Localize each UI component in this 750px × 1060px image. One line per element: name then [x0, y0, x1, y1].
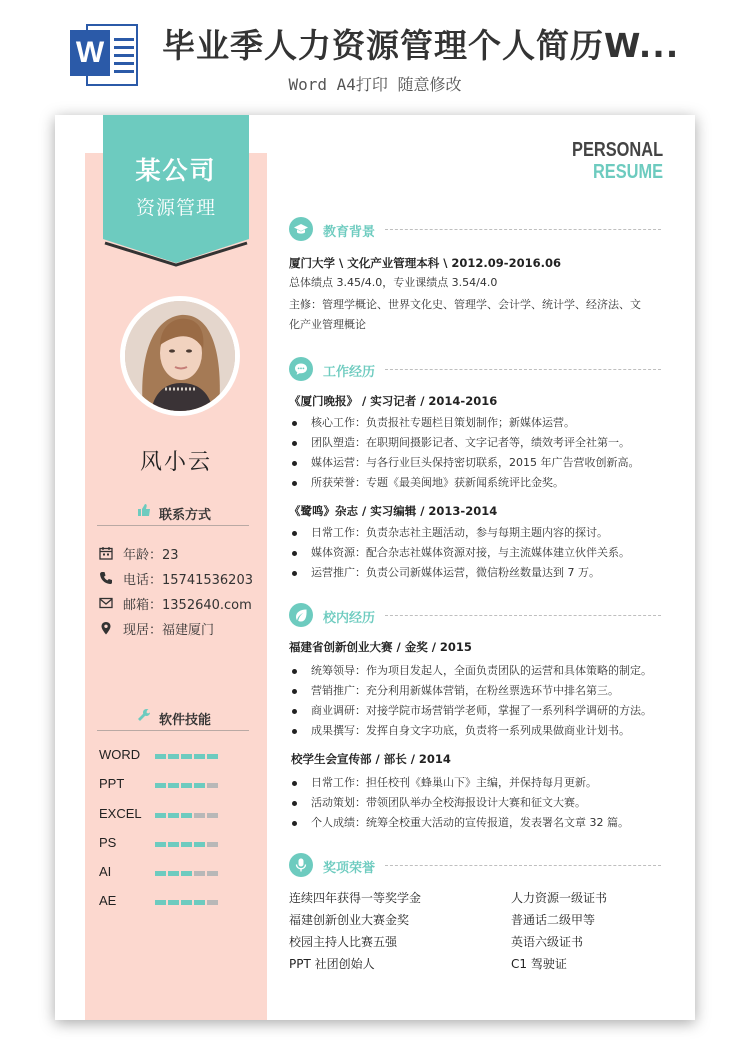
skill-level-segment: [207, 754, 218, 759]
skill-level-segment: [168, 754, 179, 759]
graduation-cap-icon: [294, 222, 308, 236]
award-item: PPT 社团创始人: [289, 957, 375, 971]
campus-section-header: [289, 601, 661, 631]
list-item: 媒体资源：配合杂志社媒体资源对接，与主流媒体建立伙伴关系。: [289, 543, 661, 563]
skill-row: [99, 774, 259, 803]
campus-points: [289, 773, 661, 833]
skill-level-bar: [155, 900, 218, 905]
award-item: 人力资源一级证书: [511, 891, 608, 905]
campus-heading: 校内经历: [323, 611, 376, 626]
person-name: 风小云: [139, 450, 212, 475]
mail-icon: [99, 596, 113, 610]
skill-level-bar: [155, 871, 218, 876]
main-content: [289, 215, 661, 975]
contact-location: 现居：福建厦门: [99, 618, 259, 643]
phone-icon: [99, 571, 113, 585]
list-item: 所获荣誉：专题《最美闽地》获新闻系统评比金奖。: [289, 473, 661, 493]
skill-level-segment: [155, 900, 166, 905]
skill-level-segment: [155, 813, 166, 818]
education-section-header: [289, 215, 661, 245]
list-item: 商业调研：对接学院市场营销学老师，掌握了一系列科学调研的方法。: [289, 701, 661, 721]
microphone-icon: [294, 858, 308, 872]
skill-name: WORD: [99, 747, 141, 762]
skill-level-segment: [155, 871, 166, 876]
wrench-icon: [137, 708, 151, 722]
chat-bubble-icon: [294, 362, 308, 376]
skill-level-segment: [194, 871, 205, 876]
award-item: 英语六级证书: [511, 935, 584, 949]
thumbs-up-icon: [137, 503, 151, 517]
skill-level-segment: [194, 754, 205, 759]
skill-name: PS: [99, 834, 117, 850]
skill-level-segment: [207, 900, 218, 905]
skill-level-segment: [181, 754, 192, 759]
contact-phone: 电话：15741536203: [99, 568, 259, 593]
job-points: [289, 523, 661, 583]
list-item: 运营推广：负责公司新媒体运营，微信粉丝数量达到 7 万。: [289, 563, 661, 583]
education-courses-line-2: 化产业管理概论: [289, 318, 366, 331]
education-courses-line-1: 主修：管理学概论、世界文化史、管理学、会计学、统计学、经济法、文: [289, 298, 641, 311]
document-subtitle: Word A4打印 随意修改: [288, 75, 462, 94]
list-item: 统筹领导：作为项目发起人，全面负责团队的运营和具体策略的制定。: [289, 661, 661, 681]
skill-name: PPT: [99, 776, 125, 792]
document-title: 毕业季人力资源管理个人简历W...: [162, 26, 680, 65]
awards-list: [289, 887, 661, 975]
skill-level-bar: [155, 842, 218, 847]
skill-name: EXCEL: [99, 805, 142, 821]
skills-heading: 软件技能: [97, 705, 249, 731]
skill-row: [99, 745, 259, 774]
list-item: 核心工作：负责报社专题栏目策划制作；新媒体运营。: [289, 413, 661, 433]
skill-level-segment: [168, 871, 179, 876]
skills-list: [99, 745, 259, 921]
skill-level-segment: [181, 871, 192, 876]
contact-heading: 联系方式: [97, 500, 249, 526]
contact-list: [99, 543, 259, 643]
list-item: 日常工作：担任校刊《蜂巢山下》主编，并保持每月更新。: [289, 773, 661, 793]
skill-name: AI: [99, 864, 112, 880]
skill-level-segment: [194, 813, 205, 818]
list-item: 活动策划：带领团队举办全校海报设计大赛和征文大赛。: [289, 793, 661, 813]
contact-email: 邮箱：1352640.com: [99, 593, 259, 618]
company-tag: [103, 115, 249, 237]
job-points: [289, 413, 661, 493]
campus-title: 校学生会宣传部 / 部长 / 2014: [291, 752, 451, 766]
skill-level-segment: [207, 842, 218, 847]
skill-level-segment: [207, 871, 218, 876]
skill-row: [99, 804, 259, 833]
skill-row: [99, 891, 259, 920]
leaf-icon: [294, 608, 308, 622]
skill-level-bar: [155, 754, 218, 759]
list-item: 个人成绩：统筹全校重大活动的宣传报道，发表署名文章 32 篇。: [289, 813, 661, 833]
award-item: C1 驾驶证: [511, 957, 567, 971]
award-item: 连续四年获得一等奖学金: [289, 891, 422, 905]
calendar-icon: [99, 546, 113, 560]
campus-points: [289, 661, 661, 741]
skill-level-segment: [168, 813, 179, 818]
list-item: 成果撰写：发挥自身文字功底，负责将一系列成果做商业计划书。: [289, 721, 661, 741]
personal-resume-mark: PERSONAL RESUME: [571, 139, 663, 183]
education-heading: 教育背景: [323, 225, 376, 240]
skill-level-segment: [207, 783, 218, 788]
portrait-photo: [125, 301, 235, 411]
skill-level-segment: [194, 842, 205, 847]
work-section-header: [289, 355, 661, 385]
list-item: 媒体运营：与各行业巨头保持密切联系，2015 年广告营收创新高。: [289, 453, 661, 473]
avatar: [120, 296, 240, 416]
campus-title: 福建省创新创业大赛 / 金奖 / 2015: [289, 640, 472, 654]
word-icon-letter: W: [70, 30, 110, 76]
company-name: 某公司: [135, 156, 217, 185]
skill-row: [99, 833, 259, 862]
skill-level-segment: [181, 900, 192, 905]
award-item: 普通话二级甲等: [511, 913, 596, 927]
skill-level-bar: [155, 783, 218, 788]
skill-level-segment: [181, 783, 192, 788]
awards-heading: 奖项荣誉: [323, 861, 376, 876]
education-gpa: 总体绩点 3.45/4.0，专业课绩点 3.54/4.0: [289, 276, 498, 289]
document-banner: [0, 0, 750, 112]
awards-section-header: [289, 851, 661, 881]
resume-page: [55, 115, 695, 1020]
tag-chevron-icon: [103, 233, 249, 267]
location-icon: [99, 621, 113, 635]
skill-level-segment: [168, 842, 179, 847]
skill-level-bar: [155, 813, 218, 818]
skill-name: AE: [99, 893, 117, 909]
list-item: 营销推广：充分利用新媒体营销，在粉丝票选环节中排名第三。: [289, 681, 661, 701]
list-item: 日常工作：负责杂志社主题活动，参与每期主题内容的探讨。: [289, 523, 661, 543]
skill-level-segment: [207, 813, 218, 818]
skill-row: [99, 862, 259, 891]
skill-level-segment: [155, 842, 166, 847]
contact-age: 年龄：23: [99, 543, 259, 568]
skill-level-segment: [168, 783, 179, 788]
list-item: 团队塑造：在职期间摄影记者、文字记者等，绩效考评全社第一。: [289, 433, 661, 453]
job-role: 资源管理: [135, 197, 216, 219]
skill-level-segment: [168, 900, 179, 905]
award-item: 福建创新创业大赛金奖: [289, 913, 410, 927]
work-heading: 工作经历: [323, 365, 376, 380]
skill-level-segment: [194, 783, 205, 788]
education-school: 厦门大学 \ 文化产业管理本科 \ 2012.09-2016.06: [289, 256, 561, 270]
skill-level-segment: [194, 900, 205, 905]
skill-level-segment: [181, 842, 192, 847]
award-item: 校园主持人比赛五强: [289, 935, 398, 949]
job-title: 《鹭鸣》杂志 / 实习编辑 / 2013-2014: [289, 504, 498, 518]
skill-level-segment: [155, 783, 166, 788]
skill-level-segment: [181, 813, 192, 818]
skill-level-segment: [155, 754, 166, 759]
job-title: 《厦门晚报》 / 实习记者 / 2014-2016: [289, 394, 498, 408]
